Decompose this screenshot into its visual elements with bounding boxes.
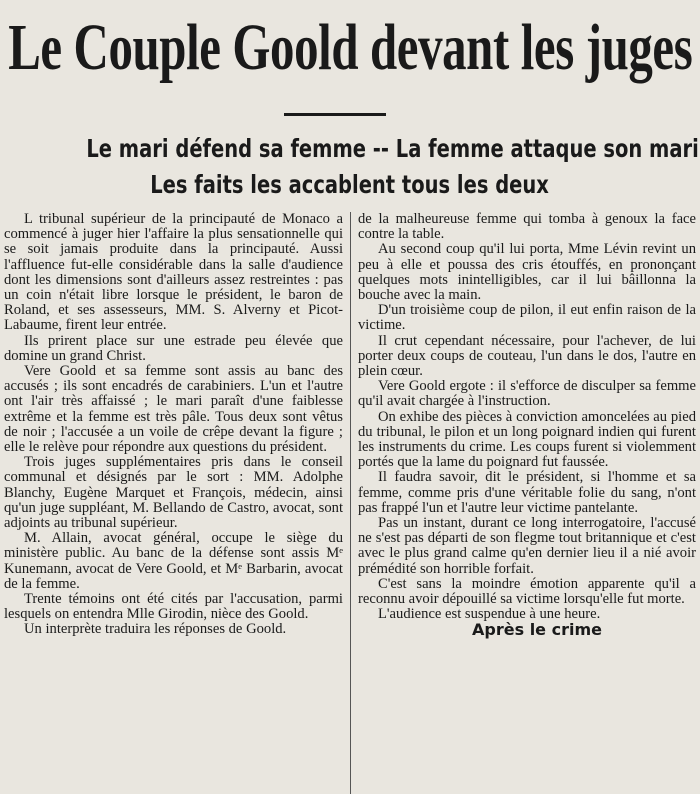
deck-line-2-text: Les faits les accablent tous les deux (150, 170, 550, 199)
section-subhead: Après le crime (472, 620, 602, 640)
paragraph: L'audience est suspendue à une heure. (378, 606, 601, 623)
column-divider (350, 212, 351, 794)
headline-rule (284, 113, 386, 116)
headline (0, 2, 700, 94)
paragraph: On exhibe des pièces à conviction amoncelées au pied du tribunal, le pilon et un long poignard indien qui furent les instruments du crime. Les coups furent si violemment portés que la lame du poignard fut faussée. (358, 408, 696, 471)
paragraph: Pas un instant, durant ce long interrogatoire, l'accusé ne s'est pas départi de son flegme tout britannique et c'est avec le plus grand calme qu'en dernier lieu il a nié avoir prémédité son horrible forfait. (358, 515, 696, 577)
headline-text: Le Couple Goold devant les juges (7, 11, 693, 84)
paragraph: Vere Goold et sa femme sont assis au banc des accusés ; ils sont encadrés de carabiniers. L'un et l'autre ont l'air très affaissé ; le mari paraît d'une faiblesse extrême et la femme est très pâle. Tous deux sont vêtus de noir ; l'accusée a un voile de crêpe devant la figure ; elle le relève pour répondre aux questions du président. (4, 363, 343, 456)
deck-line-2 (0, 172, 700, 197)
paragraph: Vere Goold ergote : il s'efforce de disculper sa femme qu'il avait chargée à l'instruction. (358, 378, 696, 410)
paragraph: Il crut cependant nécessaire, pour l'achever, de lui porter deux coups de couteau, l'un dans le dos, l'autre en plein cœur. (358, 332, 696, 380)
paragraph-continuation: de la malheureuse femme qui tomba à genoux la face contre la table. (358, 211, 696, 243)
paragraph: L tribunal supérieur de la principauté de Monaco a commencé à juger hier l'affaire la plus sensationnelle qui se soit jamais produite dans la principauté. Aussi l'affluence fut-elle considérable dans la salle d'audience dont les dimensions sont d'ailleurs assez restreintes : pas un coin n'était libre lorsque le président, le baron de Roland, et ses assesseurs, MM. S. Alverny et Picot-Labaume, firent leur entrée. (4, 211, 343, 334)
deck-line-1-text: Le mari défend sa femme -- La femme attaque son mari (86, 134, 699, 163)
article-column-left (4, 212, 343, 638)
paragraph: Trente témoins ont été cités par l'accusation, parmi lesquels on entendra Mlle Girodin, nièce des Goold. (4, 591, 343, 623)
paragraph: D'un troisième coup de pilon, il eut enfin raison de la victime. (358, 302, 696, 334)
paragraph: C'est sans la moindre émotion apparente qu'il a reconnu avoir dépouillé sa victime lorsqu'elle fut morte. (358, 575, 696, 608)
deck-line-1 (0, 136, 700, 161)
paragraph: Trois juges supplémentaires pris dans le conseil communal et désignés par le sort : MM. Adolphe Blanchy, Eugène Marquet et François, médecin, ainsi qu'un juge suppléant, M. Bellando de Castro, avocat, sont adjoints au tribunal supérieur. (4, 454, 343, 532)
paragraph: Au second coup qu'il lui porta, Mme Lévin revint un peu à elle et poussa des cris étouffés, en prononçant quelques mots inintelligibles, car il lui bâillonna la bouche avec la main. (358, 241, 696, 304)
article-column-right (358, 212, 696, 638)
paragraph: Il faudra savoir, dit le président, si l'homme et sa femme, comme pris d'une véritable folie du sang, n'ont pas frappé l'un et l'autre leur victime pantelante. (358, 469, 696, 516)
paragraph: Ils prirent place sur une estrade peu élevée que domine un grand Christ. (4, 332, 343, 364)
paragraph: M. Allain, avocat général, occupe le siège du ministère public. Au banc de la défense sont assis Mᵉ Kunemann, avocat de Vere Goold, et Mᵉ Barbarin, avocat de la femme. (4, 530, 343, 592)
paragraph: Un interprète traduira les réponses de Goold. (24, 621, 287, 638)
